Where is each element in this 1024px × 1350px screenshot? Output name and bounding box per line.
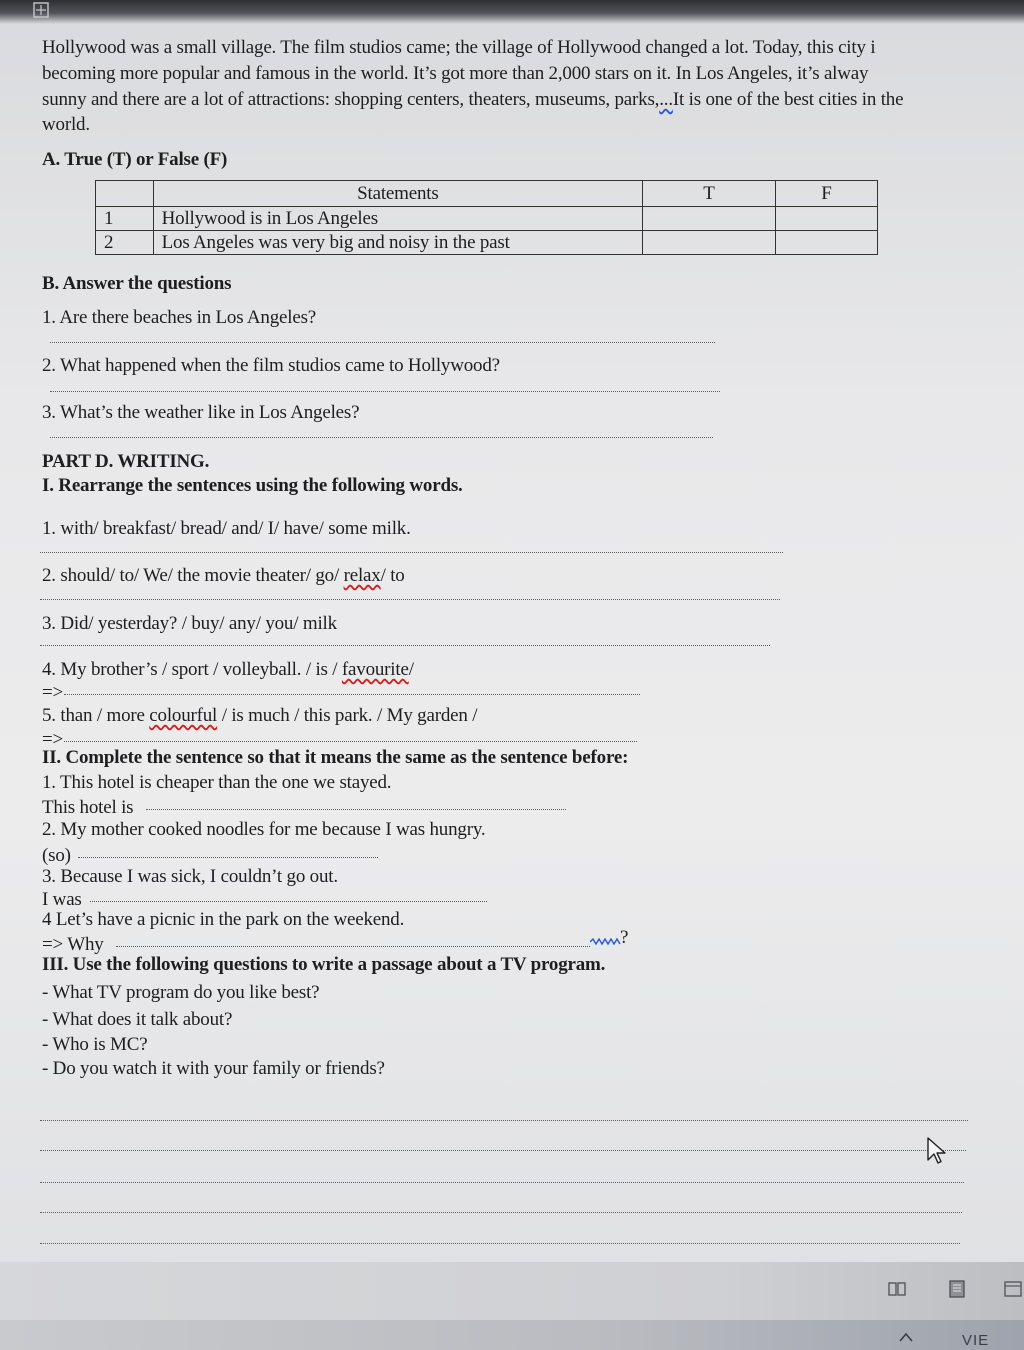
complete-sentence-4: 4 Let’s have a picnic in the park on the weekend. [42, 909, 405, 930]
complete-sentence-3: 3. Because I was sick, I couldn’t go out. [42, 866, 338, 887]
false-answer-cell[interactable] [775, 207, 877, 231]
answer-arrow: => [42, 729, 64, 750]
rearrange-item-2 [42, 564, 405, 588]
passage-line-3-end: It is one of the best cities in the [672, 89, 904, 110]
answer-line[interactable] [78, 857, 378, 858]
table-move-handle-icon[interactable] [32, 1, 50, 19]
complete-start-1: This hotel is [42, 797, 134, 818]
passage-line-3 [42, 88, 903, 112]
item-2-start: 2. should/ to/ We/ the movie theater/ go/ [42, 565, 344, 586]
row-number: 2 [96, 231, 154, 255]
row-number: 1 [96, 207, 154, 231]
part-d-title: PART D. WRITING. [42, 451, 210, 472]
header-no [96, 181, 154, 207]
item-4-end: / [408, 659, 414, 680]
answer-line[interactable] [64, 694, 640, 695]
item-4-start: 4. My brother’s / sport / volleyball. / is / [42, 659, 342, 680]
prompt-3: - Who is MC? [42, 1034, 148, 1055]
passage-line-3-start: sunny and there are a lot of attractions: shopping centers, theaters, museums, parks, [42, 89, 660, 110]
passage-line-2: becoming more popular and famous in the world. It’s got more than 2,000 stars on it. In Los Angeles, it’s alway [42, 63, 869, 84]
question-1: 1. Are there beaches in Los Angeles? [42, 307, 317, 328]
read-mode-icon[interactable] [888, 1280, 906, 1298]
header-false: F [775, 181, 877, 207]
true-false-table [95, 180, 878, 255]
complete-start-4: => Why [42, 934, 104, 955]
answer-line[interactable] [40, 645, 770, 646]
rearrange-item-3: 3. Did/ yesterday? / buy/ any/ you/ milk [42, 613, 337, 634]
spelling-flag: relax [343, 565, 381, 586]
answer-line[interactable] [40, 552, 783, 553]
answer-line[interactable] [50, 391, 720, 392]
header-statements: Statements [153, 181, 643, 207]
item-5-end: / is much / this park. / My garden / [217, 705, 478, 726]
passage-line-1: Hollywood was a small village. The film studios came; the village of Hollywood changed a lot. Today, this city i [42, 37, 876, 58]
passage-line-4: world. [42, 114, 90, 135]
question-mark: ? [620, 927, 629, 948]
chevron-up-icon[interactable] [898, 1330, 914, 1344]
complete-sentence-2: 2. My mother cooked noodles for me because I was hungry. [42, 819, 486, 840]
taskbar [0, 1320, 1024, 1350]
spelling-flag: favourite [341, 659, 409, 680]
writing-line[interactable] [40, 1243, 960, 1244]
item-5-start: 5. than / more [42, 705, 150, 726]
question-3: 3. What’s the weather like in Los Angeles? [42, 402, 360, 423]
complete-title: II. Complete the sentence so that it means the same as the sentence before: [42, 747, 629, 768]
print-layout-icon[interactable] [948, 1280, 966, 1298]
answer-line[interactable] [90, 901, 487, 902]
section-a-title: A. True (T) or False (F) [42, 149, 228, 170]
table-row [96, 231, 878, 255]
answer-arrow: => [42, 682, 64, 703]
window-top-edge [0, 0, 1024, 24]
answer-line[interactable] [50, 437, 713, 438]
web-layout-icon[interactable] [1004, 1280, 1022, 1298]
writing-line[interactable] [40, 1150, 966, 1151]
writing-line[interactable] [40, 1212, 962, 1213]
writing-line[interactable] [40, 1182, 964, 1183]
row-statement: Hollywood is in Los Angeles [153, 207, 643, 231]
writing-line[interactable] [40, 1120, 968, 1121]
prompt-2: - What does it talk about? [42, 1009, 233, 1030]
header-true: T [643, 181, 776, 207]
true-answer-cell[interactable] [643, 231, 776, 255]
grammar-squiggle [590, 938, 622, 946]
answer-line[interactable] [40, 599, 780, 600]
answer-line[interactable] [146, 809, 566, 810]
complete-start-3: I was [42, 889, 82, 910]
rearrange-item-4 [42, 658, 414, 682]
spelling-flag: colourful [149, 705, 218, 726]
false-answer-cell[interactable] [775, 231, 877, 255]
complete-start-2: (so) [42, 845, 71, 866]
true-answer-cell[interactable] [643, 207, 776, 231]
rearrange-item-5 [42, 704, 477, 728]
grammar-flag: ... [659, 89, 673, 110]
complete-sentence-1: 1. This hotel is cheaper than the one we stayed. [42, 772, 392, 793]
section-b-title: B. Answer the questions [42, 273, 232, 294]
question-2: 2. What happened when the film studios came to Hollywood? [42, 355, 500, 376]
table-header-row [96, 181, 878, 207]
item-2-end: / to [380, 565, 405, 586]
language-indicator[interactable]: VIE [962, 1332, 990, 1349]
mouse-cursor-icon [926, 1136, 948, 1166]
answer-line[interactable] [50, 342, 715, 343]
table-row [96, 207, 878, 231]
prompt-4: - Do you watch it with your family or friends? [42, 1058, 385, 1079]
row-statement: Los Angeles was very big and noisy in the past [153, 231, 643, 255]
rearrange-title: I. Rearrange the sentences using the following words. [42, 475, 463, 496]
rearrange-item-1: 1. with/ breakfast/ bread/ and/ I/ have/ some milk. [42, 518, 411, 539]
passage-task-title: III. Use the following questions to write a passage about a TV program. [42, 954, 606, 975]
answer-line[interactable] [116, 946, 590, 947]
prompt-1: - What TV program do you like best? [42, 982, 320, 1003]
answer-line[interactable] [64, 741, 637, 742]
status-bar [0, 1262, 1024, 1320]
